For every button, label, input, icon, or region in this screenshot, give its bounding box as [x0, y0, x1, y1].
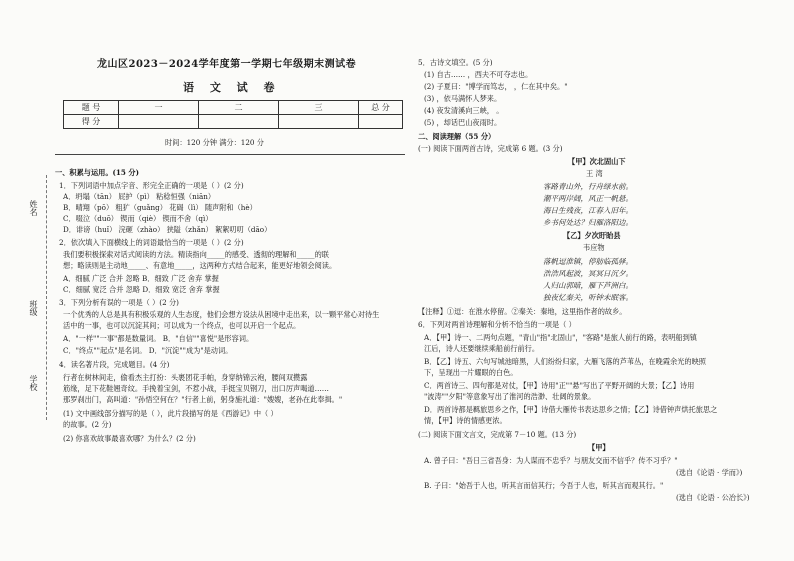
q4-sub-1: (1) 文中画线部分描写的是（ ），此片段描写的是《西游记》中（ ）: [63, 409, 278, 418]
q6-option-d: D．两首诗都是羁旅思乡之作，【甲】诗借大雁传书表达思乡之情；【乙】诗借钟声烘托旅思之: [424, 405, 718, 414]
text-b: B. 子曰："始吾于人也，听其言而信其行；今吾于人也，听其言而观其行。": [424, 481, 664, 490]
score-header: 总 分: [359, 101, 403, 115]
question-6: 6．下列对两首诗理解和分析不恰当的一项是（ ）: [418, 320, 576, 329]
q4-text-3: 那罗刹出门，高叫道："孙悟空何在？"行者上前，躬身施礼道："嫂嫂，老孙在此奉揖。": [63, 395, 343, 404]
poem-1-line: 海日生残夜，江春入旧年。: [543, 206, 633, 215]
score-header: 三: [279, 101, 359, 115]
q5-item-3: (3) ，依马满怀人梦来。: [424, 94, 502, 103]
text-jia-label: 【甲】: [588, 443, 610, 452]
score-cell[interactable]: [199, 115, 279, 129]
q5-item-5: (5) ，却话巴山夜雨时。: [424, 118, 502, 127]
q4-sub-1b: 的故事。(2 分): [63, 420, 112, 429]
subject-title: 语 文 试 卷: [183, 81, 281, 94]
q5-item-1: (1) 自古…… ，西夫不可夺志也。: [424, 70, 533, 79]
poem-1-line: 客路青山外，行舟绿水前。: [543, 182, 633, 191]
q1-option-b: B．晴翔（pō） 粗犷（guǎng） 花碣（lì） 随声附和（hè）: [63, 203, 257, 212]
question-1: 1．下列词语中加点字音、形完全正确的一项是（ ）(2 分): [59, 181, 244, 190]
q3-option-ab: A．"一样""一事"都是数量词。 B．"自信""喜悦"是形容词。: [63, 334, 254, 343]
q5-item-4: (4) 夜发清溪向三峡， 。: [424, 106, 504, 115]
q3-text-1: 一个优秀的人总是具有积极乐观的人生态度，他们会想方设法从困境中走出来，以一颗平常心对待生: [63, 310, 380, 319]
q4-text-1: 行者在树林间走，偷看杰主打扮：头裹团花手帕，身穿纳锦云袍，腰间双攒露: [63, 373, 308, 382]
q6-option-c-cont: "波涛""夕阳"等意象写出了淮河的浩渺、壮阔的景象。: [424, 392, 596, 401]
score-cell[interactable]: [359, 115, 403, 129]
poem-2-author: 韦应物: [583, 243, 605, 252]
poem-2-title: 【乙】夕次盱眙县: [563, 231, 621, 240]
score-table: [63, 100, 403, 129]
poem-note: 【注释】①逗：在淮水停留。②秦关：秦地，这里指作者的故乡。: [418, 307, 627, 316]
exam-title: 龙山区2023－2024学年度第一学期七年级期末测试卷: [97, 59, 357, 70]
q6-option-c: C．两首诗三、四句都是对仗，【甲】诗用"正""悬"写出了平野开阔的大景；【乙】诗用: [424, 381, 695, 390]
poem-1-line: 潮平两岸阔，风正一帆悬。: [543, 194, 633, 203]
binding-margin: [0, 170, 50, 430]
question-5: 5．古诗文填空。(5 分): [418, 58, 493, 67]
score-header: 二: [199, 101, 279, 115]
q6-option-a-cont: 江后，诗人还要继续乘船前行前行。: [424, 344, 540, 353]
score-cell[interactable]: [119, 115, 199, 129]
score-header: 一: [119, 101, 199, 115]
q3-text-2: 活中的一事，也可以沉淀其间；可以成为一个终点，也可以开启一个起点。: [63, 321, 301, 330]
q6-option-d-cont: 情，【甲】诗的情感更浓。: [424, 416, 507, 425]
q1-option-d: D．诽谤（huǐ） 浣砸（zhào） 狭隘（zhǎn） 絮絮叨叨（dāo）: [63, 225, 272, 234]
poem-1-author: 王 湾: [586, 169, 603, 178]
question-3: 3．下列分析有误的一项是（ ）(2 分): [59, 298, 179, 307]
q2-option-cd: C．细腻 宽泛 合并 忽略 D．细致 宽泛 舍弃 掌握: [63, 285, 220, 294]
q6-option-b-cont: 下，呈现出一片耀眼的白色。: [424, 368, 518, 377]
q4-text-2: 筋缘，足下花鞋翘奇纹。手挽着宝剑，不惹小战，手挺宝贝钢刀，出口厉声喝道……: [63, 384, 329, 393]
part-1-intro: (一) 阅读下面两首古诗，完成第 6 题。(3 分): [418, 144, 563, 153]
q5-item-2: (2) 子夏曰："博学而笃志， ，仁在其中矣。": [424, 82, 568, 91]
q4-sub-2: (2) 你喜欢故事最喜欢哪？为什么？(2 分): [63, 434, 196, 443]
cut-line: [46, 175, 47, 420]
q1-option-a: A．坍塌（tān） 屁护（pì） 粘稔恒强（niān）: [63, 192, 216, 201]
score-cell[interactable]: [279, 115, 359, 129]
q6-option-a: A．【甲】诗一、二两句点题，"青山"指"北固山"，"客路"是旅人前行的路，表明船到镇: [424, 333, 697, 342]
q6-option-b: B．【乙】诗五、六句写城池暗黑，人们纷纷归家，大雁飞落的芦苇丛，在晚霞余光的映照: [424, 357, 706, 366]
text-b-source: (选自《论语 · 公冶长》): [676, 493, 750, 502]
poem-2-line: 浩浩风起波，冥冥日沉夕。: [543, 269, 633, 278]
question-2: 2．依次填入下面横线上的词语最恰当的一项是（ ）(2 分): [59, 238, 244, 247]
q1-option-c: C．啜泣（duō） 锲而（qiè） 锲而不舍（qì）: [63, 214, 213, 223]
q3-option-cd: C．"终点""起点"是名词。 D．"沉淀""成为"是动词。: [63, 346, 233, 355]
q2-option-ab: A．细腻 广泛 合并 忽略 B．细致 广泛 舍弃 掌握: [63, 274, 219, 283]
margin-class-label: 班级: [29, 300, 38, 316]
poem-1-title: 【甲】次北固山下: [568, 157, 626, 166]
text-a-source: (选自《论语 · 学而》): [676, 468, 743, 477]
part-2-intro: (二) 阅读下面文言文，完成第 7－10 题。(13 分): [418, 430, 577, 439]
margin-school-label: 学校: [29, 375, 38, 391]
poem-2-line: 独夜忆秦关，听钟未眠客。: [543, 293, 633, 302]
q2-text-2: 想；略读则是主动地_____、有意地_____，这两种方式结合起来，能更好地领会阅读。: [63, 261, 337, 270]
divider: [55, 154, 405, 155]
q2-text-1: 我们要积极探索对话式阅读的方法。精读指向_____的感受、透彻的理解和_____的联: [63, 250, 329, 259]
poem-1-line: 乡书何处达？归雁洛阳边。: [543, 218, 633, 227]
poem-2-line: 人归山郭暗，雁下芦洲白。: [543, 281, 633, 290]
poem-2-line: 落帆逗淮镇，停舫临孤驿。: [543, 257, 633, 266]
score-row-label: 得 分: [64, 115, 119, 129]
text-a: A. 曾子曰："吾日三省吾身：为人谋而不忠乎？与朋友交而不信乎？传不习乎？": [424, 456, 678, 465]
score-header: 题 号: [64, 101, 119, 115]
section-1-heading: 一、积累与运用。(15 分): [55, 168, 139, 177]
question-4: 4．读名著片段，完成题目。(4 分): [59, 360, 170, 369]
time-info: 时间：120 分钟 满分：120 分: [165, 138, 264, 147]
section-2-heading: 二、阅读理解（55 分）: [418, 132, 496, 141]
margin-name-label: 姓名: [29, 200, 38, 216]
